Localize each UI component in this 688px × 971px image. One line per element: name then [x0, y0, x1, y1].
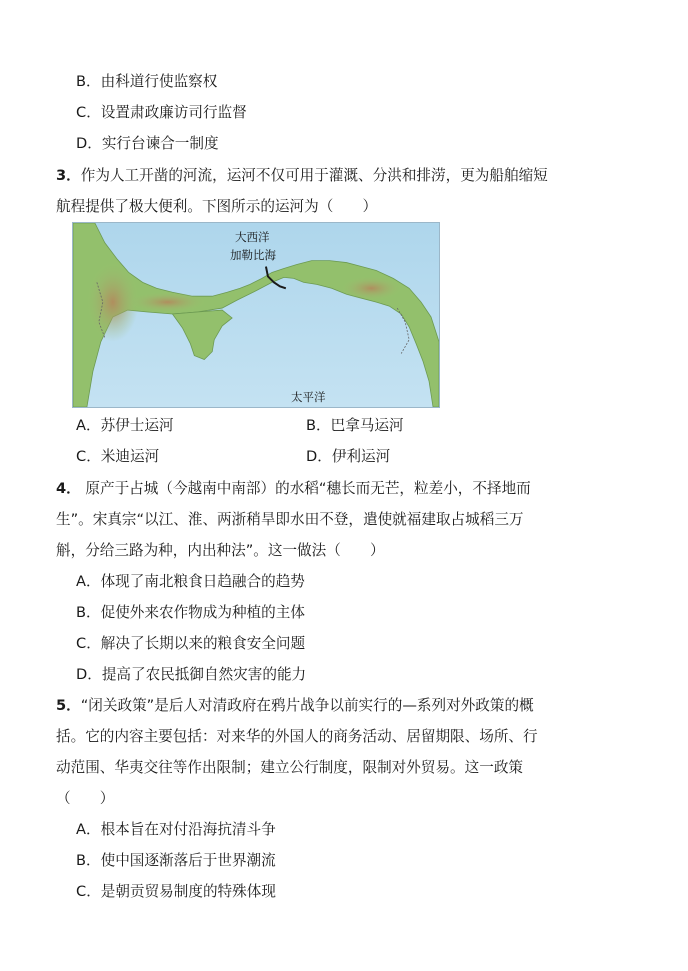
q2-option-b: B．由科道行使监察权	[76, 73, 218, 90]
q5-stem-line-4: （ ）	[56, 790, 115, 807]
q4-option-c: C．解决了长期以来的粮食安全问题	[76, 635, 306, 652]
q4-option-a: A．体现了南北粮食日趋融合的趋势	[76, 573, 305, 590]
label-caribbean: 加勒比海	[230, 248, 276, 262]
q5-stem-line-2: 括。它的内容主要包括：对来华的外国人的商务活动、居留期限、场所、行	[56, 728, 538, 745]
q2-option-d: D．实行台谏合一制度	[76, 135, 219, 152]
q3-stem-line-1	[56, 166, 548, 186]
label-pacific: 太平洋	[291, 390, 326, 404]
q3-option-d: D．伊利运河	[306, 448, 391, 465]
q5-option-a: A．根本旨在对付沿海抗清斗争	[76, 821, 276, 838]
q2-option-c: C．设置肃政廉访司行监督	[76, 104, 247, 121]
q4-stem-line-2: 生”。宋真宗“以江、淮、两浙稍旱即水田不登，遣使就福建取占城稻三万	[56, 511, 524, 528]
mountain-east	[342, 276, 402, 300]
q4-number: 4．	[56, 480, 81, 497]
q3-number: 3．	[56, 167, 81, 184]
q4-stem-line-1	[56, 479, 531, 499]
q5-option-c: C．是朝贡贸易制度的特殊体现	[76, 883, 276, 900]
q3-stem-text-1: 作为人工开凿的河流，运河不仅可用于灌溉、分洪和排涝，更为船舶缩短	[80, 167, 548, 184]
label-atlantic: 大西洋	[235, 230, 270, 244]
q3-option-b: B．巴拿马运河	[306, 417, 404, 434]
q5-stem-line-3: 动范围、华夷交往等作出限制；建立公行制度，限制对外贸易。这一政策	[56, 759, 524, 776]
q3-stem-line-2: 航程提供了极大便利。下图所示的运河为（ ）	[56, 198, 378, 215]
q3-option-a: A．苏伊士运河	[76, 417, 174, 434]
mountain-central	[130, 292, 206, 312]
q4-option-d: D．提高了农民抵御自然灾害的能力	[76, 666, 307, 683]
q5-stem-text-1: “闭关政策”是后人对清政府在鸦片战争以前实行的—系列对外政策的概	[80, 697, 534, 714]
q4-stem-text-1: 原产于占城（今越南中南部）的水稻“穗长而无芒，粒差小，不择地而	[80, 480, 531, 497]
q4-option-b: B．促使外来农作物成为种植的主体	[76, 604, 305, 621]
q5-number: 5．	[56, 697, 81, 714]
q5-option-b: B．使中国逐渐落后于世界潮流	[76, 852, 276, 869]
q5-stem-line-1	[56, 696, 534, 716]
q4-stem-line-3: 斛，分给三路为种，内出种法”。这一做法（ ）	[56, 542, 385, 559]
panama-canal-map	[72, 222, 440, 408]
q3-option-c: C．米迪运河	[76, 448, 160, 465]
